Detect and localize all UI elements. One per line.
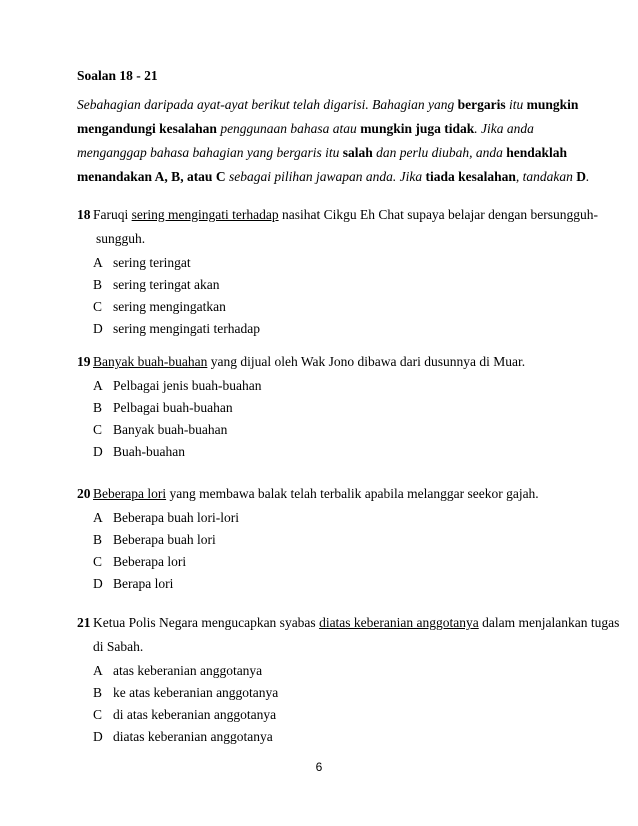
- instr-bold: ,: [164, 169, 172, 184]
- question-stem: [77, 206, 597, 230]
- page-number: 6: [315, 760, 323, 774]
- instr-bold: mungkin juga tidak: [360, 121, 475, 136]
- instr-bold: mengandungi kesalahan: [77, 121, 217, 136]
- question-21: [77, 614, 620, 750]
- underlined-phrase: Beberapa lori: [93, 486, 167, 501]
- option-a[interactable]: [77, 662, 597, 684]
- option-text: sering teringat: [113, 255, 191, 270]
- option-b[interactable]: [77, 684, 597, 706]
- option-text: Berapa lori: [113, 576, 174, 591]
- instructions-line-1: [77, 96, 582, 120]
- option-text: sering mengingatkan: [113, 299, 226, 314]
- option-text: Beberapa buah lori-lori: [113, 510, 239, 525]
- option-a[interactable]: [77, 509, 597, 531]
- option-letter: A: [93, 663, 103, 678]
- option-letter: D: [93, 321, 103, 336]
- option-letter: B: [93, 400, 103, 415]
- underlined-phrase: Banyak buah-buahan: [93, 354, 208, 369]
- option-text: Buah-buahan: [113, 444, 185, 459]
- option-d[interactable]: [77, 320, 597, 342]
- instr-text: Sebahagian daripada ayat-ayat berikut telah digarisi. Bahagian yang: [77, 97, 458, 112]
- option-b[interactable]: [77, 531, 597, 553]
- instr-bold: , atau: [180, 169, 216, 184]
- option-letter: C: [93, 299, 103, 314]
- option-letter: D: [93, 444, 103, 459]
- option-letter: C: [93, 707, 103, 722]
- instr-text: . Jika anda: [474, 121, 534, 136]
- instr-bold: salah: [342, 145, 373, 160]
- section-heading: Soalan 18 - 21: [77, 68, 158, 83]
- option-text: Pelbagai jenis buah-buahan: [113, 378, 262, 393]
- option-letter: C: [93, 554, 103, 569]
- instructions-line-3: [77, 144, 582, 168]
- question-18: [77, 206, 597, 342]
- underlined-phrase: diatas keberanian anggotanya: [319, 615, 479, 630]
- stem-continuation: di Sabah.: [93, 639, 144, 654]
- option-d[interactable]: [77, 575, 597, 597]
- question-number: 21: [77, 615, 91, 630]
- option-d[interactable]: [77, 728, 597, 750]
- instr-text: dan perlu diubah, anda: [372, 145, 507, 160]
- option-text: Banyak buah-buahan: [113, 422, 228, 437]
- option-letter: B: [93, 277, 103, 292]
- question-stem: [77, 353, 597, 377]
- stem-continuation: sungguh.: [96, 231, 146, 246]
- option-text: sering teringat akan: [113, 277, 220, 292]
- question-number: 18: [77, 207, 91, 222]
- question-stem: [77, 485, 597, 509]
- instr-bold: B: [171, 169, 181, 184]
- option-c[interactable]: [77, 421, 597, 443]
- instr-text: , tandakan: [515, 169, 577, 184]
- instr-text: itu: [505, 97, 527, 112]
- instr-text: menganggap bahasa bahagian yang bergaris itu: [77, 145, 343, 160]
- option-letter: B: [93, 532, 103, 547]
- option-c[interactable]: [77, 298, 597, 320]
- instructions-line-2: [77, 120, 582, 144]
- question-number: 19: [77, 354, 91, 369]
- question-stem: [77, 614, 620, 638]
- option-c[interactable]: [77, 553, 597, 575]
- option-letter: D: [93, 576, 103, 591]
- option-text: Pelbagai buah-buahan: [113, 400, 233, 415]
- option-text: diatas keberanian anggotanya: [113, 729, 273, 744]
- stem-text: nasihat Cikgu Eh Chat supaya belajar dengan bersungguh-: [278, 207, 598, 222]
- option-letter: B: [93, 685, 103, 700]
- instr-bold: bergaris: [457, 97, 506, 112]
- stem-text: yang dijual oleh Wak Jono dibawa dari dusunnya di Muar.: [207, 354, 526, 369]
- option-letter: A: [93, 378, 103, 393]
- instr-bold: mungkin: [526, 97, 579, 112]
- instructions-line-4: [77, 168, 590, 192]
- instr-text: .: [585, 169, 590, 184]
- option-letter: A: [93, 255, 103, 270]
- option-text: atas keberanian anggotanya: [113, 663, 263, 678]
- instr-bold: D: [576, 169, 586, 184]
- stem-text: Faruqi: [93, 207, 132, 222]
- question-20: [77, 485, 597, 597]
- stem-text: yang membawa balak telah terbalik apabila melanggar seekor gajah.: [166, 486, 539, 501]
- question-number: 20: [77, 486, 91, 501]
- instr-bold: menandakan A: [77, 169, 165, 184]
- option-letter: D: [93, 729, 103, 744]
- question-19: [77, 353, 597, 465]
- option-text: di atas keberanian anggotanya: [113, 707, 277, 722]
- option-text: Beberapa buah lori: [113, 532, 216, 547]
- instr-bold: tiada kesalahan: [425, 169, 516, 184]
- instr-bold: hendaklah: [506, 145, 568, 160]
- option-letter: C: [93, 422, 103, 437]
- option-text: Beberapa lori: [113, 554, 187, 569]
- option-d[interactable]: [77, 443, 597, 465]
- instr-text: sebagai pilihan jawapan anda. Jika: [225, 169, 426, 184]
- instr-bold: C: [215, 169, 226, 184]
- option-text: ke atas keberanian anggotanya: [113, 685, 279, 700]
- instr-text: penggunaan bahasa atau: [216, 121, 361, 136]
- underlined-phrase: sering mengingati terhadap: [131, 207, 279, 222]
- option-b[interactable]: [77, 399, 597, 421]
- option-c[interactable]: [77, 706, 597, 728]
- instructions: [77, 96, 590, 192]
- stem-text: Ketua Polis Negara mengucapkan syabas: [93, 615, 320, 630]
- option-a[interactable]: [77, 254, 597, 276]
- option-b[interactable]: [77, 276, 597, 298]
- option-a[interactable]: [77, 377, 597, 399]
- option-text: sering mengingati terhadap: [113, 321, 260, 336]
- stem-text: dalam menjalankan tugas: [478, 615, 620, 630]
- option-letter: A: [93, 510, 103, 525]
